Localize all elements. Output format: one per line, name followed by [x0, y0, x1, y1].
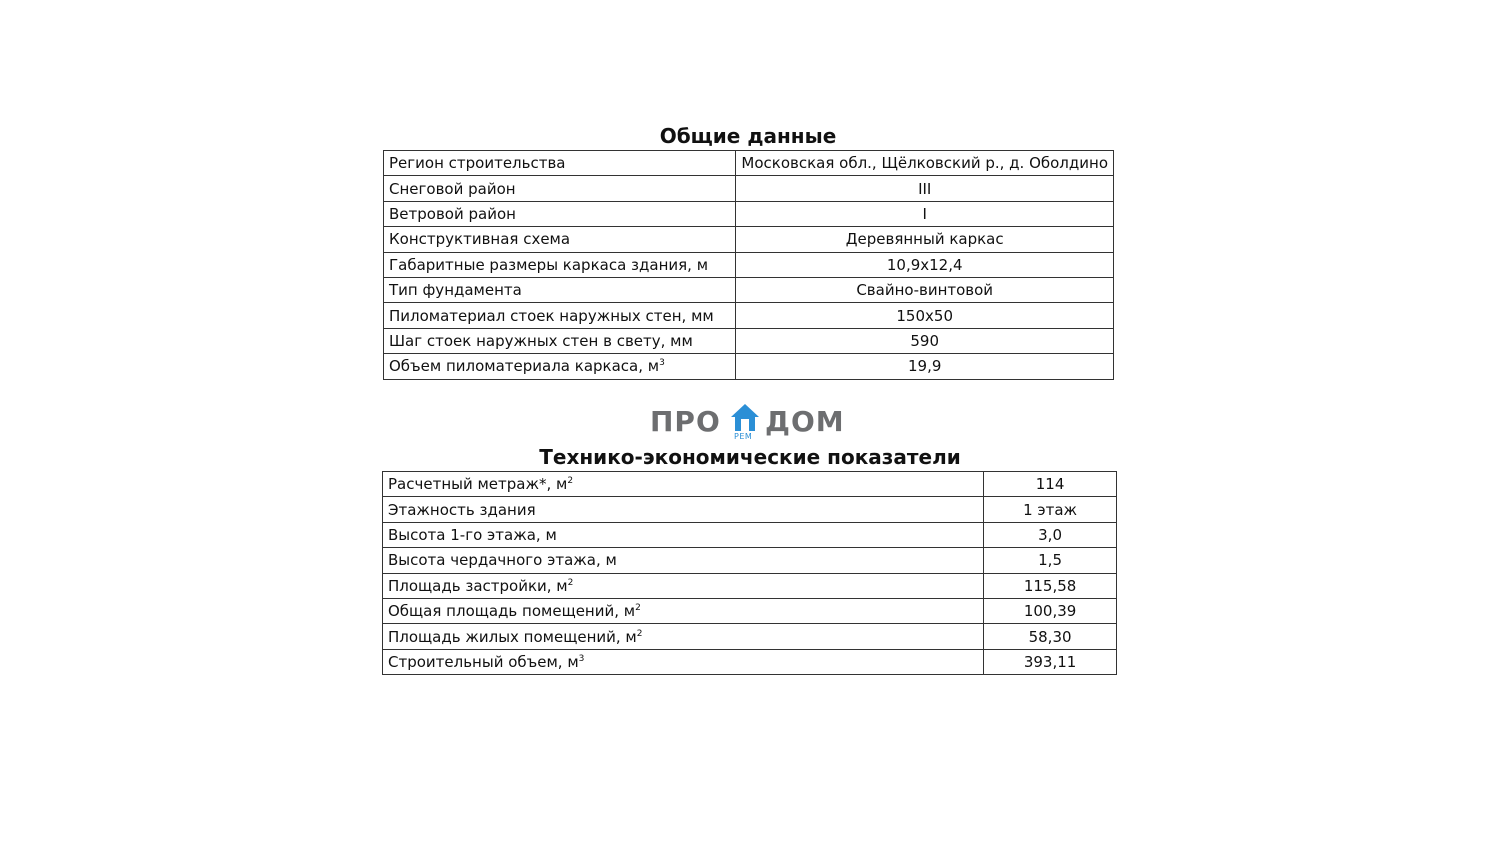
param-cell [383, 649, 984, 674]
param-label: Общая площадь помещений, м [388, 602, 636, 621]
param-cell [384, 151, 736, 176]
param-label: Ветровой район [389, 204, 516, 223]
table-row [384, 277, 1114, 302]
param-label: Этажность здания [388, 500, 536, 519]
table-row [384, 252, 1114, 277]
param-label: Объем пиломатериала каркаса, м [389, 357, 660, 376]
param-label: Снеговой район [389, 179, 516, 198]
value-cell: I [736, 201, 1114, 226]
param-label: Конструктивная схема [389, 230, 571, 249]
unit-exponent: 2 [635, 603, 641, 614]
table-row [383, 522, 1117, 547]
table-row [384, 151, 1114, 176]
table-row [383, 497, 1117, 522]
value-cell: Свайно-винтовой [736, 277, 1114, 302]
tep-table [382, 471, 1117, 675]
param-label: Площадь жилых помещений, м [388, 627, 637, 646]
pro-dom-logo [650, 402, 850, 442]
unit-exponent: 2 [567, 577, 574, 588]
logo-subtext: РЕМ [734, 432, 753, 441]
value-cell: 150x50 [736, 303, 1114, 328]
house-icon [730, 402, 760, 434]
value-cell: 10,9x12,4 [736, 252, 1114, 277]
param-cell [384, 277, 736, 302]
table-row [383, 472, 1117, 497]
logo-text-right: ДОМ [765, 405, 845, 438]
param-cell [383, 522, 984, 547]
param-label: Регион строительства [389, 154, 566, 173]
table-row [384, 227, 1114, 252]
table-row [384, 176, 1114, 201]
param-cell [384, 252, 736, 277]
param-cell [384, 227, 736, 252]
param-cell [383, 548, 984, 573]
general-data-title: Общие данные [659, 124, 837, 148]
value-cell: Деревянный каркас [736, 227, 1114, 252]
unit-exponent: 3 [659, 358, 665, 369]
param-cell [383, 497, 984, 522]
param-cell [383, 472, 984, 497]
table-row [383, 598, 1117, 623]
value-cell: 1,5 [984, 548, 1117, 573]
param-cell [383, 624, 984, 649]
param-label: Пиломатериал стоек наружных стен, мм [389, 306, 714, 325]
param-cell [384, 354, 736, 379]
param-cell [384, 201, 736, 226]
table-row [383, 548, 1117, 573]
unit-exponent: 3 [578, 653, 585, 664]
value-cell: 590 [736, 328, 1114, 353]
table-row [384, 354, 1114, 379]
value-cell: 114 [984, 472, 1117, 497]
param-label: Расчетный метраж*, м [388, 475, 568, 494]
general-data-table [383, 150, 1114, 380]
tep-title: Технико-экономические показатели [539, 445, 961, 469]
unit-exponent: 2 [567, 476, 574, 487]
param-cell [384, 176, 736, 201]
table-row [383, 573, 1117, 598]
value-cell: 58,30 [984, 624, 1117, 649]
param-label: Габаритные размеры каркаса здания, м [389, 255, 709, 274]
table-row [384, 328, 1114, 353]
value-cell: 1 этаж [984, 497, 1117, 522]
value-cell: 115,58 [984, 573, 1117, 598]
unit-exponent: 2 [636, 628, 643, 639]
logo-text-left: ПРО [650, 405, 721, 438]
table-row [383, 649, 1117, 674]
table-row [384, 303, 1114, 328]
value-cell: 3,0 [984, 522, 1117, 547]
param-label: Тип фундамента [389, 281, 522, 300]
param-cell [383, 598, 984, 623]
value-cell: 19,9 [736, 354, 1114, 379]
param-label: Высота 1-го этажа, м [388, 525, 557, 544]
table-row [384, 201, 1114, 226]
param-cell [383, 573, 984, 598]
param-label: Строительный объем, м [388, 652, 579, 671]
value-cell: 100,39 [984, 598, 1117, 623]
param-cell [384, 303, 736, 328]
table-row [383, 624, 1117, 649]
param-label: Высота чердачного этажа, м [388, 551, 617, 570]
param-label: Площадь застройки, м [388, 576, 568, 595]
value-cell: 393,11 [984, 649, 1117, 674]
param-label: Шаг стоек наружных стен в свету, мм [389, 331, 693, 350]
value-cell: Московская обл., Щёлковский р., д. Оболдино [736, 151, 1114, 176]
value-cell: III [736, 176, 1114, 201]
param-cell [384, 328, 736, 353]
